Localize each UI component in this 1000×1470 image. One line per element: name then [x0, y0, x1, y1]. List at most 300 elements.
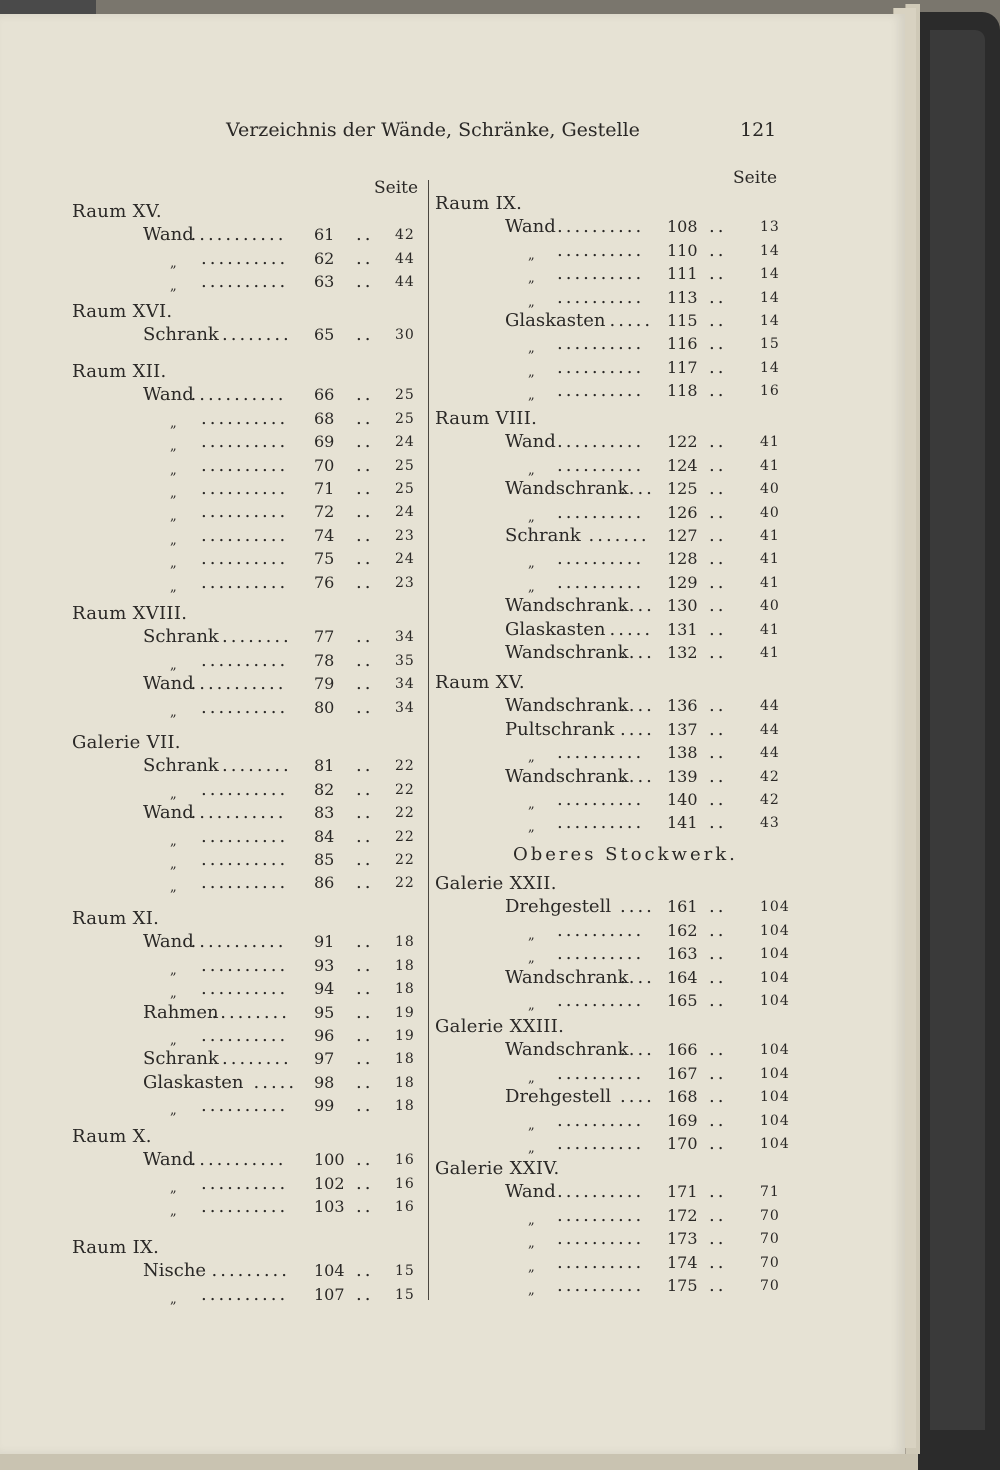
- object-number: 83: [314, 803, 335, 823]
- page-reference: 15: [395, 1263, 415, 1280]
- ditto-mark: „: [170, 1033, 177, 1048]
- object-number: 97: [314, 1049, 335, 1069]
- object-number: 68: [314, 408, 335, 428]
- index-entry: [0, 966, 900, 990]
- entry-label: Wand: [143, 224, 194, 246]
- ditto-mark: „: [528, 927, 535, 943]
- index-entry: [0, 239, 900, 263]
- index-entry: [0, 1132, 900, 1156]
- page-reference: 18: [395, 1098, 415, 1115]
- leader-dots: ..........: [557, 548, 645, 570]
- leader-dots: ..: [356, 673, 374, 695]
- index-entry: [0, 919, 900, 943]
- page-reference: 25: [395, 481, 415, 497]
- leader-dots: ..: [356, 431, 374, 453]
- leader-dots: ..: [356, 1048, 374, 1070]
- page-reference: 40: [760, 504, 780, 521]
- leader-dots: ....: [620, 642, 655, 663]
- page-reference: 104: [760, 899, 790, 916]
- page-reference: 19: [395, 1004, 415, 1021]
- leader-dots: ..: [709, 812, 727, 834]
- entry-label: Wand: [143, 802, 194, 824]
- ditto-mark: „: [528, 509, 535, 525]
- object-number: 170: [667, 1134, 698, 1153]
- page-reference: 22: [395, 805, 415, 822]
- leader-dots: ..: [709, 896, 727, 918]
- index-entry: [0, 618, 900, 642]
- entry-label: Pultschrank: [505, 718, 615, 740]
- object-number: 162: [667, 920, 698, 940]
- leader-dots: ..: [356, 872, 374, 894]
- page-reference: 104: [760, 1065, 790, 1082]
- leader-dots: ..: [356, 384, 374, 406]
- ditto-mark: „: [528, 364, 535, 380]
- leader-dots: .........: [211, 1001, 290, 1023]
- object-number: 102: [314, 1173, 345, 1193]
- leader-dots: ..........: [201, 478, 289, 499]
- index-entry: [0, 694, 900, 718]
- leader-dots: ..........: [201, 696, 289, 718]
- page-reference: 18: [395, 1051, 415, 1068]
- leader-dots: ..: [356, 649, 374, 671]
- leader-dots: ....: [620, 1039, 655, 1061]
- leader-dots: ..........: [557, 571, 645, 593]
- leader-dots: ....: [620, 765, 655, 787]
- leader-dots: ..: [709, 618, 727, 640]
- ditto-mark: „: [528, 1283, 535, 1298]
- leader-dots: ..: [356, 524, 374, 546]
- page-reference: 14: [760, 242, 780, 259]
- leader-dots: ..........: [201, 548, 289, 570]
- ditto-mark: „: [528, 1259, 535, 1275]
- index-entry: [0, 1109, 900, 1133]
- index-entry: [0, 332, 900, 356]
- page-reference: 22: [395, 852, 415, 868]
- leader-dots: ..........: [557, 263, 645, 285]
- ditto-mark: „: [170, 415, 177, 431]
- index-entry: [0, 765, 900, 789]
- leader-dots: ...........: [190, 931, 287, 953]
- leader-dots: ..: [709, 695, 727, 717]
- leader-dots: ..: [709, 1109, 727, 1131]
- object-number: 99: [314, 1096, 335, 1116]
- object-number: 66: [314, 385, 335, 405]
- object-number: 81: [314, 756, 335, 776]
- index-entry: [0, 1274, 900, 1298]
- page-reference: 70: [760, 1231, 780, 1248]
- leader-dots: ..: [709, 718, 727, 740]
- page-reference: 42: [760, 792, 780, 808]
- leader-dots: ..........: [201, 247, 289, 269]
- leader-dots: ..........: [557, 1228, 645, 1250]
- index-entry: [0, 1227, 900, 1251]
- leader-dots: ...........: [190, 1149, 287, 1171]
- object-number: 174: [667, 1252, 698, 1272]
- ditto-mark: „: [170, 986, 177, 1002]
- leader-dots: ..........: [557, 239, 645, 261]
- entry-label: Glaskasten: [505, 310, 606, 331]
- object-number: 91: [314, 932, 335, 952]
- leader-dots: ..........: [557, 333, 645, 355]
- room-heading: Raum XV.: [72, 201, 162, 222]
- leader-dots: ..........: [201, 407, 289, 429]
- page-reference: 22: [395, 758, 415, 775]
- entry-label: Wand: [143, 384, 194, 406]
- leader-dots: ...........: [190, 802, 287, 824]
- ditto-mark: „: [170, 1180, 177, 1196]
- leader-dots: ..: [709, 501, 727, 523]
- leader-dots: ..........: [201, 271, 289, 293]
- object-number: 86: [314, 873, 335, 893]
- ditto-mark: „: [528, 1070, 535, 1086]
- leader-dots: ..: [356, 548, 374, 570]
- object-number: 113: [667, 287, 698, 307]
- page-reference: 16: [395, 1152, 415, 1169]
- ditto-mark: „: [170, 439, 177, 455]
- page-reference: 41: [760, 551, 780, 568]
- index-entry: [0, 1085, 900, 1109]
- leader-dots: ..: [709, 789, 727, 810]
- index-entry: [0, 286, 900, 310]
- leader-dots: ..: [356, 407, 374, 429]
- leader-dots: ..........: [557, 812, 645, 834]
- object-number: 165: [667, 991, 698, 1010]
- index-entry: [0, 1038, 900, 1062]
- object-number: 166: [667, 1040, 698, 1060]
- entry-label: Schrank: [143, 626, 219, 648]
- leader-dots: ..: [356, 271, 374, 293]
- object-number: 164: [667, 967, 698, 987]
- page-number: 121: [740, 119, 777, 141]
- leader-dots: ..: [709, 943, 727, 965]
- page-reference: 13: [760, 219, 780, 236]
- page-reference: 30: [395, 327, 415, 344]
- object-number: 125: [667, 479, 698, 499]
- room-heading: Raum XVI.: [72, 301, 173, 322]
- leader-dots: ..........: [557, 1109, 645, 1131]
- page-reference: 16: [760, 383, 780, 400]
- index-entry: [0, 524, 900, 548]
- page-reference: 44: [760, 721, 780, 738]
- ditto-mark: „: [528, 462, 535, 478]
- page-reference: 71: [760, 1184, 780, 1201]
- index-entry: [0, 501, 900, 525]
- leader-dots: ..........: [557, 356, 645, 378]
- leader-dots: ..: [709, 263, 727, 285]
- room-heading: Raum XII.: [72, 361, 167, 382]
- object-number: 116: [667, 334, 698, 354]
- leader-dots: ..: [356, 501, 374, 523]
- index-entry: [0, 741, 900, 765]
- index-entry: [0, 309, 900, 333]
- seite-header-right: Seite: [733, 168, 778, 188]
- room-heading: Galerie VII.: [72, 732, 181, 753]
- leader-dots: ..: [709, 525, 727, 546]
- ditto-mark: „: [170, 880, 177, 896]
- leader-dots: ..: [356, 1095, 374, 1117]
- leader-dots: ..: [709, 380, 727, 402]
- leader-dots: ....: [620, 718, 655, 740]
- ditto-mark: „: [170, 486, 177, 501]
- leader-dots: ..........: [201, 1095, 289, 1117]
- leader-dots: ..: [356, 755, 374, 777]
- leader-dots: ..: [356, 1283, 374, 1305]
- page-reference: 44: [760, 698, 780, 715]
- object-number: 132: [667, 643, 698, 662]
- index-entry: [0, 215, 900, 239]
- page-reference: 104: [760, 1112, 790, 1129]
- leader-dots: ..: [356, 626, 374, 648]
- leader-dots: ..: [709, 1133, 727, 1154]
- object-number: 100: [314, 1150, 345, 1170]
- object-number: 175: [667, 1276, 698, 1295]
- ditto-mark: „: [528, 271, 535, 287]
- leader-dots: ..: [709, 595, 727, 617]
- ditto-mark: „: [528, 750, 535, 766]
- leader-dots: ..........: [557, 789, 645, 810]
- seite-header-left: Seite: [374, 178, 419, 198]
- leader-dots: ..: [356, 1196, 374, 1218]
- page-reference: 18: [395, 934, 415, 951]
- object-number: 62: [314, 248, 335, 268]
- leader-dots: ...........: [190, 384, 287, 406]
- object-number: 82: [314, 779, 335, 799]
- index-entry: [0, 356, 900, 380]
- leader-dots: ..........: [557, 216, 645, 238]
- entry-label: Schrank: [143, 1048, 219, 1070]
- ditto-mark: „: [170, 1204, 177, 1220]
- page-reference: 16: [395, 1199, 415, 1216]
- index-entry: [0, 848, 900, 872]
- leader-dots: ..: [709, 742, 727, 764]
- leader-dots: ..: [356, 571, 374, 593]
- object-number: 141: [667, 813, 698, 833]
- leader-dots: ..........: [557, 1204, 645, 1226]
- leader-dots: ..: [356, 954, 374, 976]
- leader-dots: ........: [222, 755, 292, 777]
- index-entry: [0, 454, 900, 478]
- leader-dots: ..........: [201, 1283, 289, 1305]
- object-number: 71: [314, 479, 335, 498]
- page-reference: 34: [395, 676, 415, 693]
- object-number: 75: [314, 549, 335, 569]
- leader-dots: ..........: [201, 954, 289, 976]
- index-entry: [0, 571, 900, 595]
- page-reference: 25: [395, 387, 415, 404]
- object-number: 140: [667, 790, 698, 809]
- room-heading: Galerie XXIV.: [435, 1158, 560, 1179]
- index-entry: [0, 788, 900, 812]
- running-header: Verzeichnis der Wände, Schränke, Gestelle: [226, 119, 640, 141]
- leader-dots: .....: [609, 618, 654, 640]
- leader-dots: ..........: [557, 431, 645, 453]
- ditto-mark: „: [528, 820, 535, 836]
- leader-dots: ..........: [557, 1181, 645, 1203]
- index-entry: [0, 1062, 900, 1086]
- leader-dots: ..........: [201, 571, 289, 593]
- leader-dots: ..........: [201, 1196, 289, 1218]
- leader-dots: ..: [356, 931, 374, 953]
- object-number: 136: [667, 696, 698, 716]
- room-heading: Raum X.: [72, 1126, 152, 1147]
- index-entry: [0, 811, 900, 835]
- leader-dots: ..: [709, 1181, 727, 1203]
- leader-dots: ..........: [557, 943, 645, 965]
- page-reference: 14: [760, 289, 780, 306]
- ditto-mark: „: [528, 579, 535, 595]
- ditto-mark: „: [170, 532, 177, 548]
- leader-dots: ..........: [201, 849, 289, 870]
- entry-label: Wand: [143, 1149, 194, 1171]
- page-reference: 44: [760, 745, 780, 762]
- index-entry: [0, 895, 900, 919]
- leader-dots: ....: [620, 1086, 655, 1108]
- object-number: 65: [314, 325, 335, 345]
- entry-label: Drehgestell: [505, 1086, 612, 1108]
- leader-dots: ...........: [190, 673, 287, 695]
- page-reference: 19: [395, 1028, 415, 1044]
- object-number: 108: [667, 217, 698, 237]
- object-number: 104: [314, 1261, 345, 1281]
- object-number: 122: [667, 432, 698, 452]
- page-reference: 104: [760, 946, 790, 963]
- ditto-mark: „: [528, 556, 535, 572]
- object-number: 138: [667, 743, 698, 763]
- page-reference: 70: [760, 1278, 780, 1294]
- leader-dots: ..: [356, 247, 374, 269]
- index-entry: [0, 989, 900, 1013]
- ditto-mark: „: [528, 998, 535, 1013]
- object-number: 69: [314, 432, 335, 452]
- leader-dots: ..........: [557, 742, 645, 764]
- page-reference: 70: [760, 1207, 780, 1224]
- page-reference: 41: [760, 528, 780, 544]
- index-entry: [0, 718, 900, 742]
- object-number: 168: [667, 1087, 698, 1107]
- leader-dots: ..........: [201, 524, 289, 546]
- page-reference: 104: [760, 922, 790, 939]
- leader-dots: ..: [356, 849, 374, 870]
- leader-dots: ..: [356, 1071, 374, 1093]
- ditto-mark: „: [170, 704, 177, 720]
- entry-label: Wandschrank: [505, 1039, 629, 1061]
- leader-dots: ..: [356, 1149, 374, 1171]
- page-reference: 22: [395, 828, 415, 845]
- leader-dots: ..: [709, 765, 727, 787]
- page-reference: 22: [395, 875, 415, 892]
- object-number: 124: [667, 455, 698, 475]
- leader-dots: ..: [709, 216, 727, 238]
- ditto-mark: „: [170, 279, 177, 295]
- page-reference: 35: [395, 652, 415, 669]
- leader-dots: ..: [356, 1260, 374, 1282]
- object-number: 139: [667, 766, 698, 786]
- entry-label: Wandschrank: [505, 966, 629, 988]
- object-number: 167: [667, 1063, 698, 1083]
- entry-label: Wand: [505, 1181, 556, 1203]
- leader-dots: ..: [709, 548, 727, 570]
- leader-dots: ..........: [557, 1251, 645, 1273]
- page-reference: 18: [395, 1074, 415, 1091]
- page-reference: 44: [395, 250, 415, 267]
- page-reference: 104: [760, 1089, 790, 1106]
- object-number: 173: [667, 1229, 698, 1249]
- page-reference: 14: [760, 313, 780, 329]
- leader-dots: ..: [709, 478, 727, 500]
- object-number: 78: [314, 650, 335, 670]
- leader-dots: ..........: [201, 978, 289, 1000]
- entry-label: Glaskasten: [143, 1071, 244, 1093]
- ditto-mark: „: [528, 341, 535, 357]
- object-number: 61: [314, 225, 335, 245]
- object-number: 94: [314, 979, 335, 999]
- leader-dots: ..........: [557, 286, 645, 308]
- ditto-mark: „: [170, 857, 177, 872]
- leader-dots: ........: [222, 324, 292, 346]
- object-number: 163: [667, 944, 698, 964]
- entry-label: Drehgestell: [505, 896, 612, 918]
- ditto-mark: „: [170, 657, 177, 673]
- page-reference: 24: [395, 551, 415, 568]
- leader-dots: ..........: [201, 825, 289, 847]
- ditto-mark: „: [170, 509, 177, 525]
- page-reference: 41: [760, 574, 780, 591]
- object-number: 161: [667, 897, 698, 917]
- leader-dots: ..: [709, 642, 727, 663]
- page-reference: 40: [760, 598, 780, 615]
- leader-dots: ..: [709, 571, 727, 593]
- leader-dots: ..: [709, 1039, 727, 1061]
- leader-dots: ..: [356, 224, 374, 246]
- leader-dots: ........: [222, 626, 292, 648]
- leader-dots: ..: [356, 454, 374, 476]
- room-heading: Raum XV.: [435, 672, 525, 693]
- object-number: 63: [314, 272, 335, 292]
- page-reference: 25: [395, 457, 415, 474]
- index-entry: [0, 379, 900, 403]
- leader-dots: ..........: [201, 454, 289, 476]
- leader-dots: ..: [709, 310, 727, 331]
- ditto-mark: „: [170, 1291, 177, 1307]
- leader-dots: ..........: [557, 919, 645, 941]
- page-reference: 43: [760, 815, 780, 832]
- leader-dots: ..: [709, 1251, 727, 1273]
- page-reference: 41: [760, 645, 780, 661]
- object-number: 76: [314, 572, 335, 592]
- page-reference: 44: [395, 274, 415, 291]
- object-number: 128: [667, 549, 698, 569]
- ditto-mark: „: [528, 1212, 535, 1228]
- leader-dots: ..........: [201, 872, 289, 894]
- entry-label: Schrank: [143, 755, 219, 777]
- page-reference: 42: [760, 768, 780, 785]
- leader-dots: ..: [709, 990, 727, 1011]
- page-reference: 41: [760, 621, 780, 638]
- leader-dots: ...........: [190, 224, 287, 246]
- leader-dots: ..: [709, 1204, 727, 1226]
- object-number: 96: [314, 1026, 335, 1045]
- entry-label: Wand: [143, 673, 194, 695]
- ditto-mark: „: [170, 962, 177, 978]
- leader-dots: .......: [588, 525, 650, 546]
- page-reference: 15: [760, 336, 780, 353]
- page-reference: 34: [395, 629, 415, 646]
- leader-dots: ....: [620, 478, 655, 500]
- leader-dots: ..: [356, 825, 374, 847]
- object-number: 95: [314, 1002, 335, 1022]
- ditto-mark: „: [528, 951, 535, 967]
- entry-label: Glaskasten: [505, 618, 606, 640]
